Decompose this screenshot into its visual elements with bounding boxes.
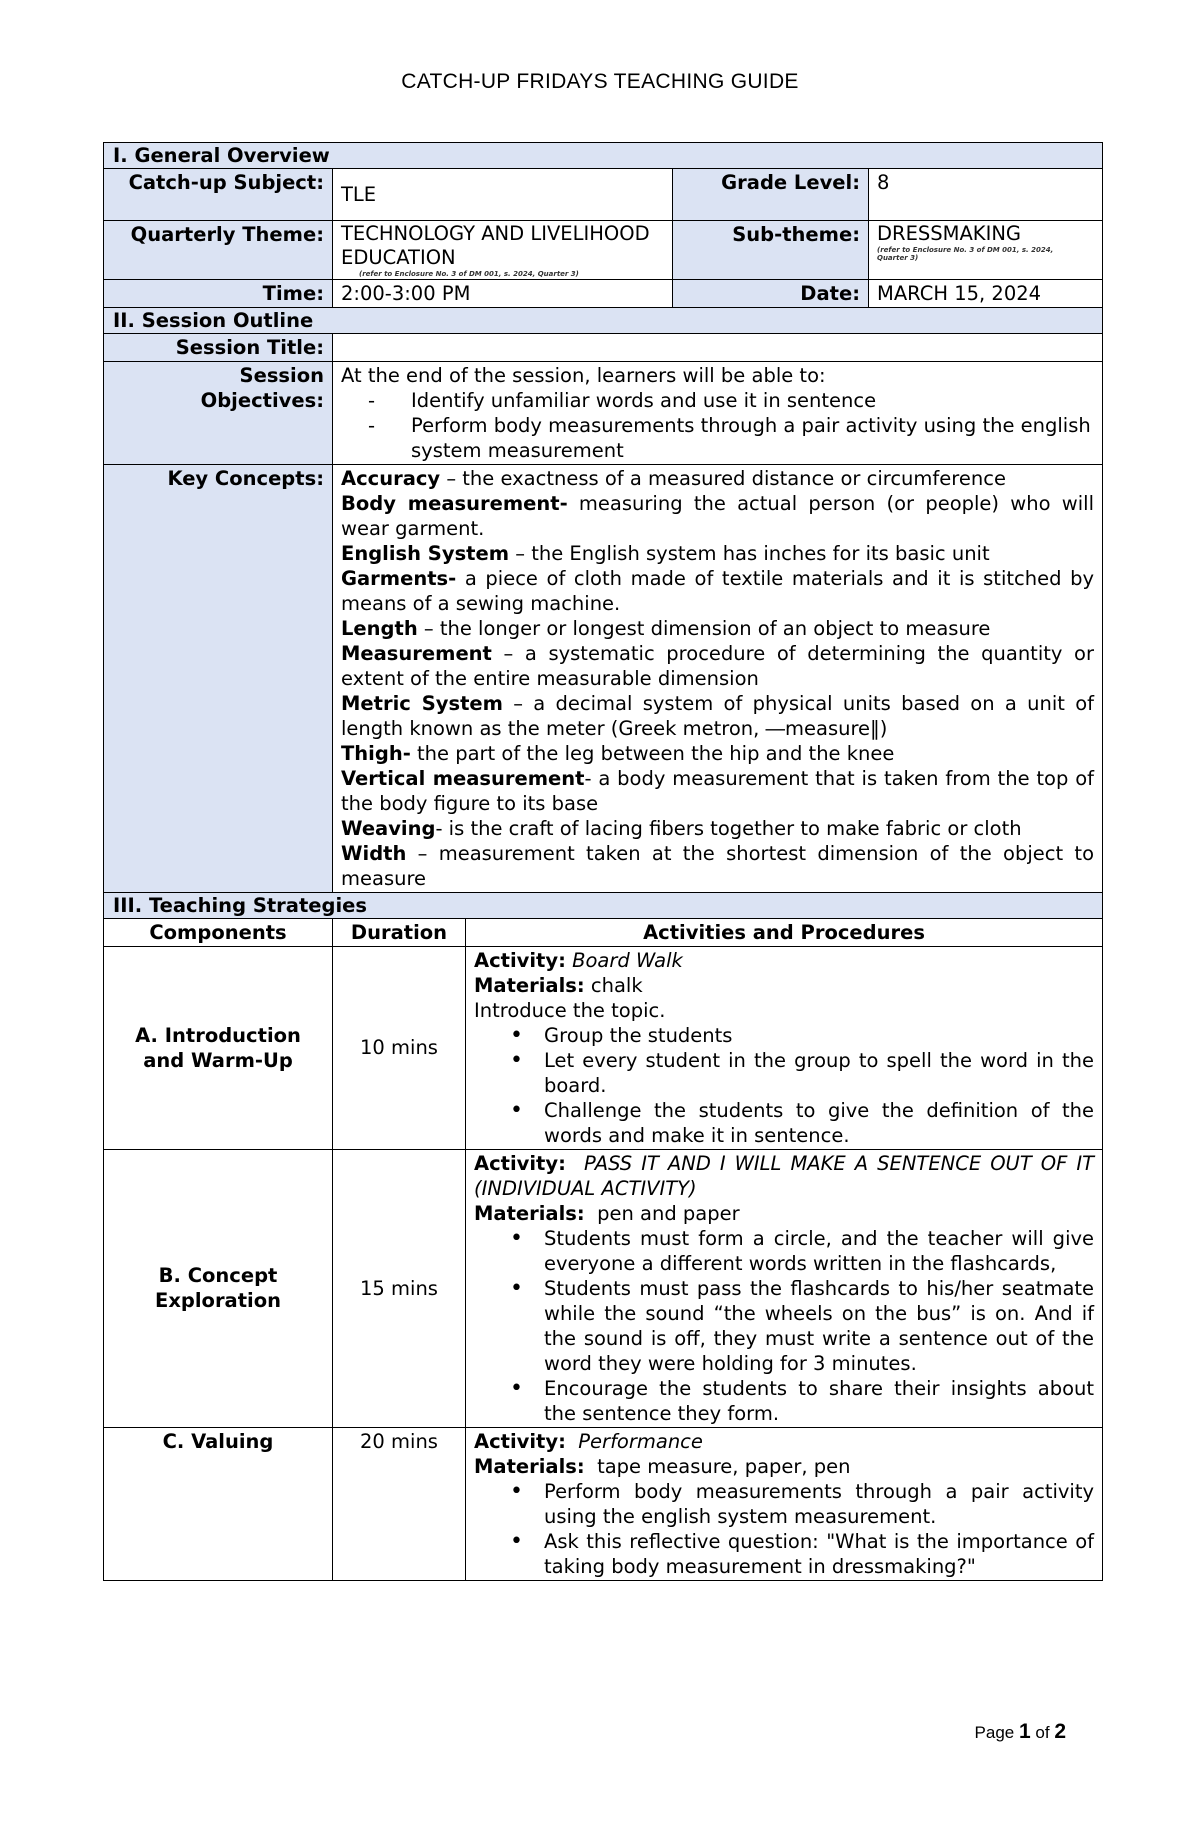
activity-line xyxy=(474,948,1094,973)
concept-def: the part of the leg between the hip and the knee xyxy=(410,742,895,765)
of-word: of xyxy=(1035,1723,1050,1742)
objectives-list xyxy=(341,388,1094,463)
subject-label: Catch-up Subject: xyxy=(104,169,333,221)
concept-def: – the longer or longest dimension of an object to measure xyxy=(417,617,991,640)
concept-item xyxy=(341,766,1094,816)
duration-cell: 15 mins xyxy=(333,1149,466,1427)
theme-cell xyxy=(333,221,673,280)
teaching-guide-table xyxy=(103,142,1102,1581)
materials-line xyxy=(474,1454,1094,1479)
objective-item: - Identify unfamiliar words and use it in sentence xyxy=(341,388,1094,413)
concept-term: Vertical measurement xyxy=(341,767,585,790)
concept-term: Width xyxy=(341,842,407,865)
grade-label: Grade Level: xyxy=(673,169,869,221)
table-row xyxy=(104,946,1103,1149)
concept-def: – the exactness of a measured distance or circumference xyxy=(440,467,1006,490)
theme-value: TECHNOLOGY AND LIVELIHOOD EDUCATION xyxy=(341,222,650,269)
concept-def: a piece of cloth made of textile materials and it is stitched by means of a sewing machine. xyxy=(341,567,1094,615)
current-page: 1 xyxy=(1018,1720,1031,1743)
table-row xyxy=(104,1149,1103,1427)
duration-cell: 20 mins xyxy=(333,1427,466,1580)
time-value: 2:00-3:00 PM xyxy=(333,280,673,308)
concept-term: Metric System xyxy=(341,692,503,715)
duration-cell: 10 mins xyxy=(333,946,466,1149)
list-item: • Encourage the students to share their insights about the sentence they form. xyxy=(474,1376,1094,1426)
concept-def: measuring the actual person (or people) who will wear garment. xyxy=(341,492,1095,540)
concept-item xyxy=(341,816,1094,841)
materials-value: tape measure, paper, pen xyxy=(597,1454,851,1478)
subtheme-value: DRESSMAKING xyxy=(877,222,1022,245)
time-label: Time: xyxy=(104,280,333,308)
intro-line: Introduce the topic. xyxy=(474,998,666,1022)
list-item: • Challenge the students to give the definition of the words and make it in sentence. xyxy=(474,1098,1094,1148)
steps-list xyxy=(474,1226,1094,1426)
total-pages: 2 xyxy=(1054,1720,1066,1743)
activities-cell xyxy=(466,946,1103,1149)
date-label: Date: xyxy=(673,280,869,308)
activity-value: Performance xyxy=(578,1429,703,1453)
session-title-value xyxy=(333,334,1103,362)
objectives-label: Session Objectives: xyxy=(104,362,333,465)
theme-note: (refer to Enclosure No. 3 of DM 001, s. 2024, Quarter 3) xyxy=(359,270,579,278)
objectives-cell xyxy=(333,362,1103,465)
materials-line xyxy=(474,1201,1094,1226)
header-activities: Activities and Procedures xyxy=(466,918,1103,946)
key-concepts-label: Key Concepts: xyxy=(104,465,333,893)
concept-item xyxy=(341,741,1094,766)
component-cell: C. Valuing xyxy=(104,1427,333,1580)
list-item: • Students must pass the flashcards to his/her seatmate while the sound “the wheels on the bus” is on. And if the sound is off, they must write a sentence out of the word they were holding for 3 minutes. xyxy=(474,1276,1094,1376)
activity-label: Activity: xyxy=(474,1151,566,1175)
concept-item xyxy=(341,491,1094,541)
concept-item xyxy=(341,466,1094,491)
concept-def: - a body measurement that is taken from the top of the body figure to its base xyxy=(341,767,1094,815)
page-word: Page xyxy=(974,1723,1015,1742)
date-value: MARCH 15, 2024 xyxy=(869,280,1103,308)
key-concepts-cell xyxy=(333,465,1103,893)
concept-term: English System xyxy=(341,542,510,565)
page-number xyxy=(975,1720,1066,1744)
concept-def: – measurement taken at the shortest dimension of the object to measure xyxy=(341,842,1094,890)
concept-item xyxy=(341,566,1094,616)
materials-value: chalk xyxy=(590,973,643,997)
concept-def: – the English system has inches for its basic unit xyxy=(509,542,990,565)
header-duration: Duration xyxy=(333,918,466,946)
component-cell: A. Introduction and Warm-Up xyxy=(104,946,333,1149)
list-item: • Perform body measurements through a pair activity using the english system measurement. xyxy=(474,1479,1094,1529)
activity-line xyxy=(474,1151,1094,1201)
theme-label: Quarterly Theme: xyxy=(104,221,333,280)
concept-term: Measurement xyxy=(341,642,492,665)
activities-cell xyxy=(466,1427,1103,1580)
concept-def: - is the craft of lacing fibers together to make fabric or cloth xyxy=(435,817,1022,840)
activity-line xyxy=(474,1429,1094,1454)
steps-list xyxy=(474,1023,1094,1148)
concept-item xyxy=(341,616,1094,641)
activities-cell xyxy=(466,1149,1103,1427)
concept-item xyxy=(341,691,1094,741)
materials-label: Materials: xyxy=(474,973,585,997)
activity-label: Activity: xyxy=(474,948,566,972)
materials-value: pen and paper xyxy=(597,1201,740,1225)
section-general-overview: I. General Overview xyxy=(104,143,1103,169)
table-row xyxy=(104,1427,1103,1580)
concept-term: Accuracy xyxy=(341,467,441,490)
activity-value: PASS IT AND I WILL MAKE A SENTENCE OUT OF IT (INDIVIDUAL ACTIVITY) xyxy=(474,1151,1095,1200)
concept-term: Length xyxy=(341,617,418,640)
section-teaching-strategies: III. Teaching Strategies xyxy=(104,892,1103,918)
concept-term: Weaving xyxy=(341,817,436,840)
header-components: Components xyxy=(104,918,333,946)
strategies-table xyxy=(103,892,1103,1581)
page-title: CATCH-UP FRIDAYS TEACHING GUIDE xyxy=(401,70,799,93)
concept-item xyxy=(341,641,1094,691)
subtheme-note: (refer to Enclosure No. 3 of DM 001, s. 2024, Quarter 3) xyxy=(877,246,1054,262)
activity-value: Board Walk xyxy=(572,948,683,972)
objectives-intro: At the end of the session, learners will be able to: xyxy=(341,364,826,387)
component-cell: B. Concept Exploration xyxy=(104,1149,333,1427)
activity-label: Activity: xyxy=(474,1429,566,1453)
list-item: • Students must form a circle, and the teacher will give everyone a different words written in the flashcards, xyxy=(474,1226,1094,1276)
materials-label: Materials: xyxy=(474,1201,585,1225)
concept-term: Garments- xyxy=(341,567,457,590)
section-session-outline: II. Session Outline xyxy=(104,308,1103,334)
subtheme-label: Sub-theme: xyxy=(673,221,869,280)
list-item: • Let every student in the group to spell the word in the board. xyxy=(474,1048,1094,1098)
steps-list xyxy=(474,1479,1094,1579)
concept-def: – a decimal system of physical units based on a unit of length known as the meter (Greek metron, ―measure‖) xyxy=(341,692,1095,740)
subject-value: TLE xyxy=(333,169,673,221)
concept-term: Body measurement- xyxy=(341,492,568,515)
list-item: • Ask this reflective question: "What is the importance of taking body measurement in dressmaking?" xyxy=(474,1529,1094,1579)
objective-item: - Perform body measurements through a pair activity using the english system measurement xyxy=(341,413,1094,463)
overview-table xyxy=(103,142,1103,893)
concept-term: Thigh- xyxy=(341,742,411,765)
grade-value: 8 xyxy=(869,169,1103,221)
materials-label: Materials: xyxy=(474,1454,585,1478)
session-title-label: Session Title: xyxy=(104,334,333,362)
concept-def: – a systematic procedure of determining the quantity or extent of the entire measurable dimension xyxy=(341,642,1094,690)
concept-item xyxy=(341,841,1094,891)
materials-line xyxy=(474,973,1094,998)
subtheme-cell xyxy=(869,221,1103,280)
list-item: • Group the students xyxy=(474,1023,1094,1048)
concept-item xyxy=(341,541,1094,566)
